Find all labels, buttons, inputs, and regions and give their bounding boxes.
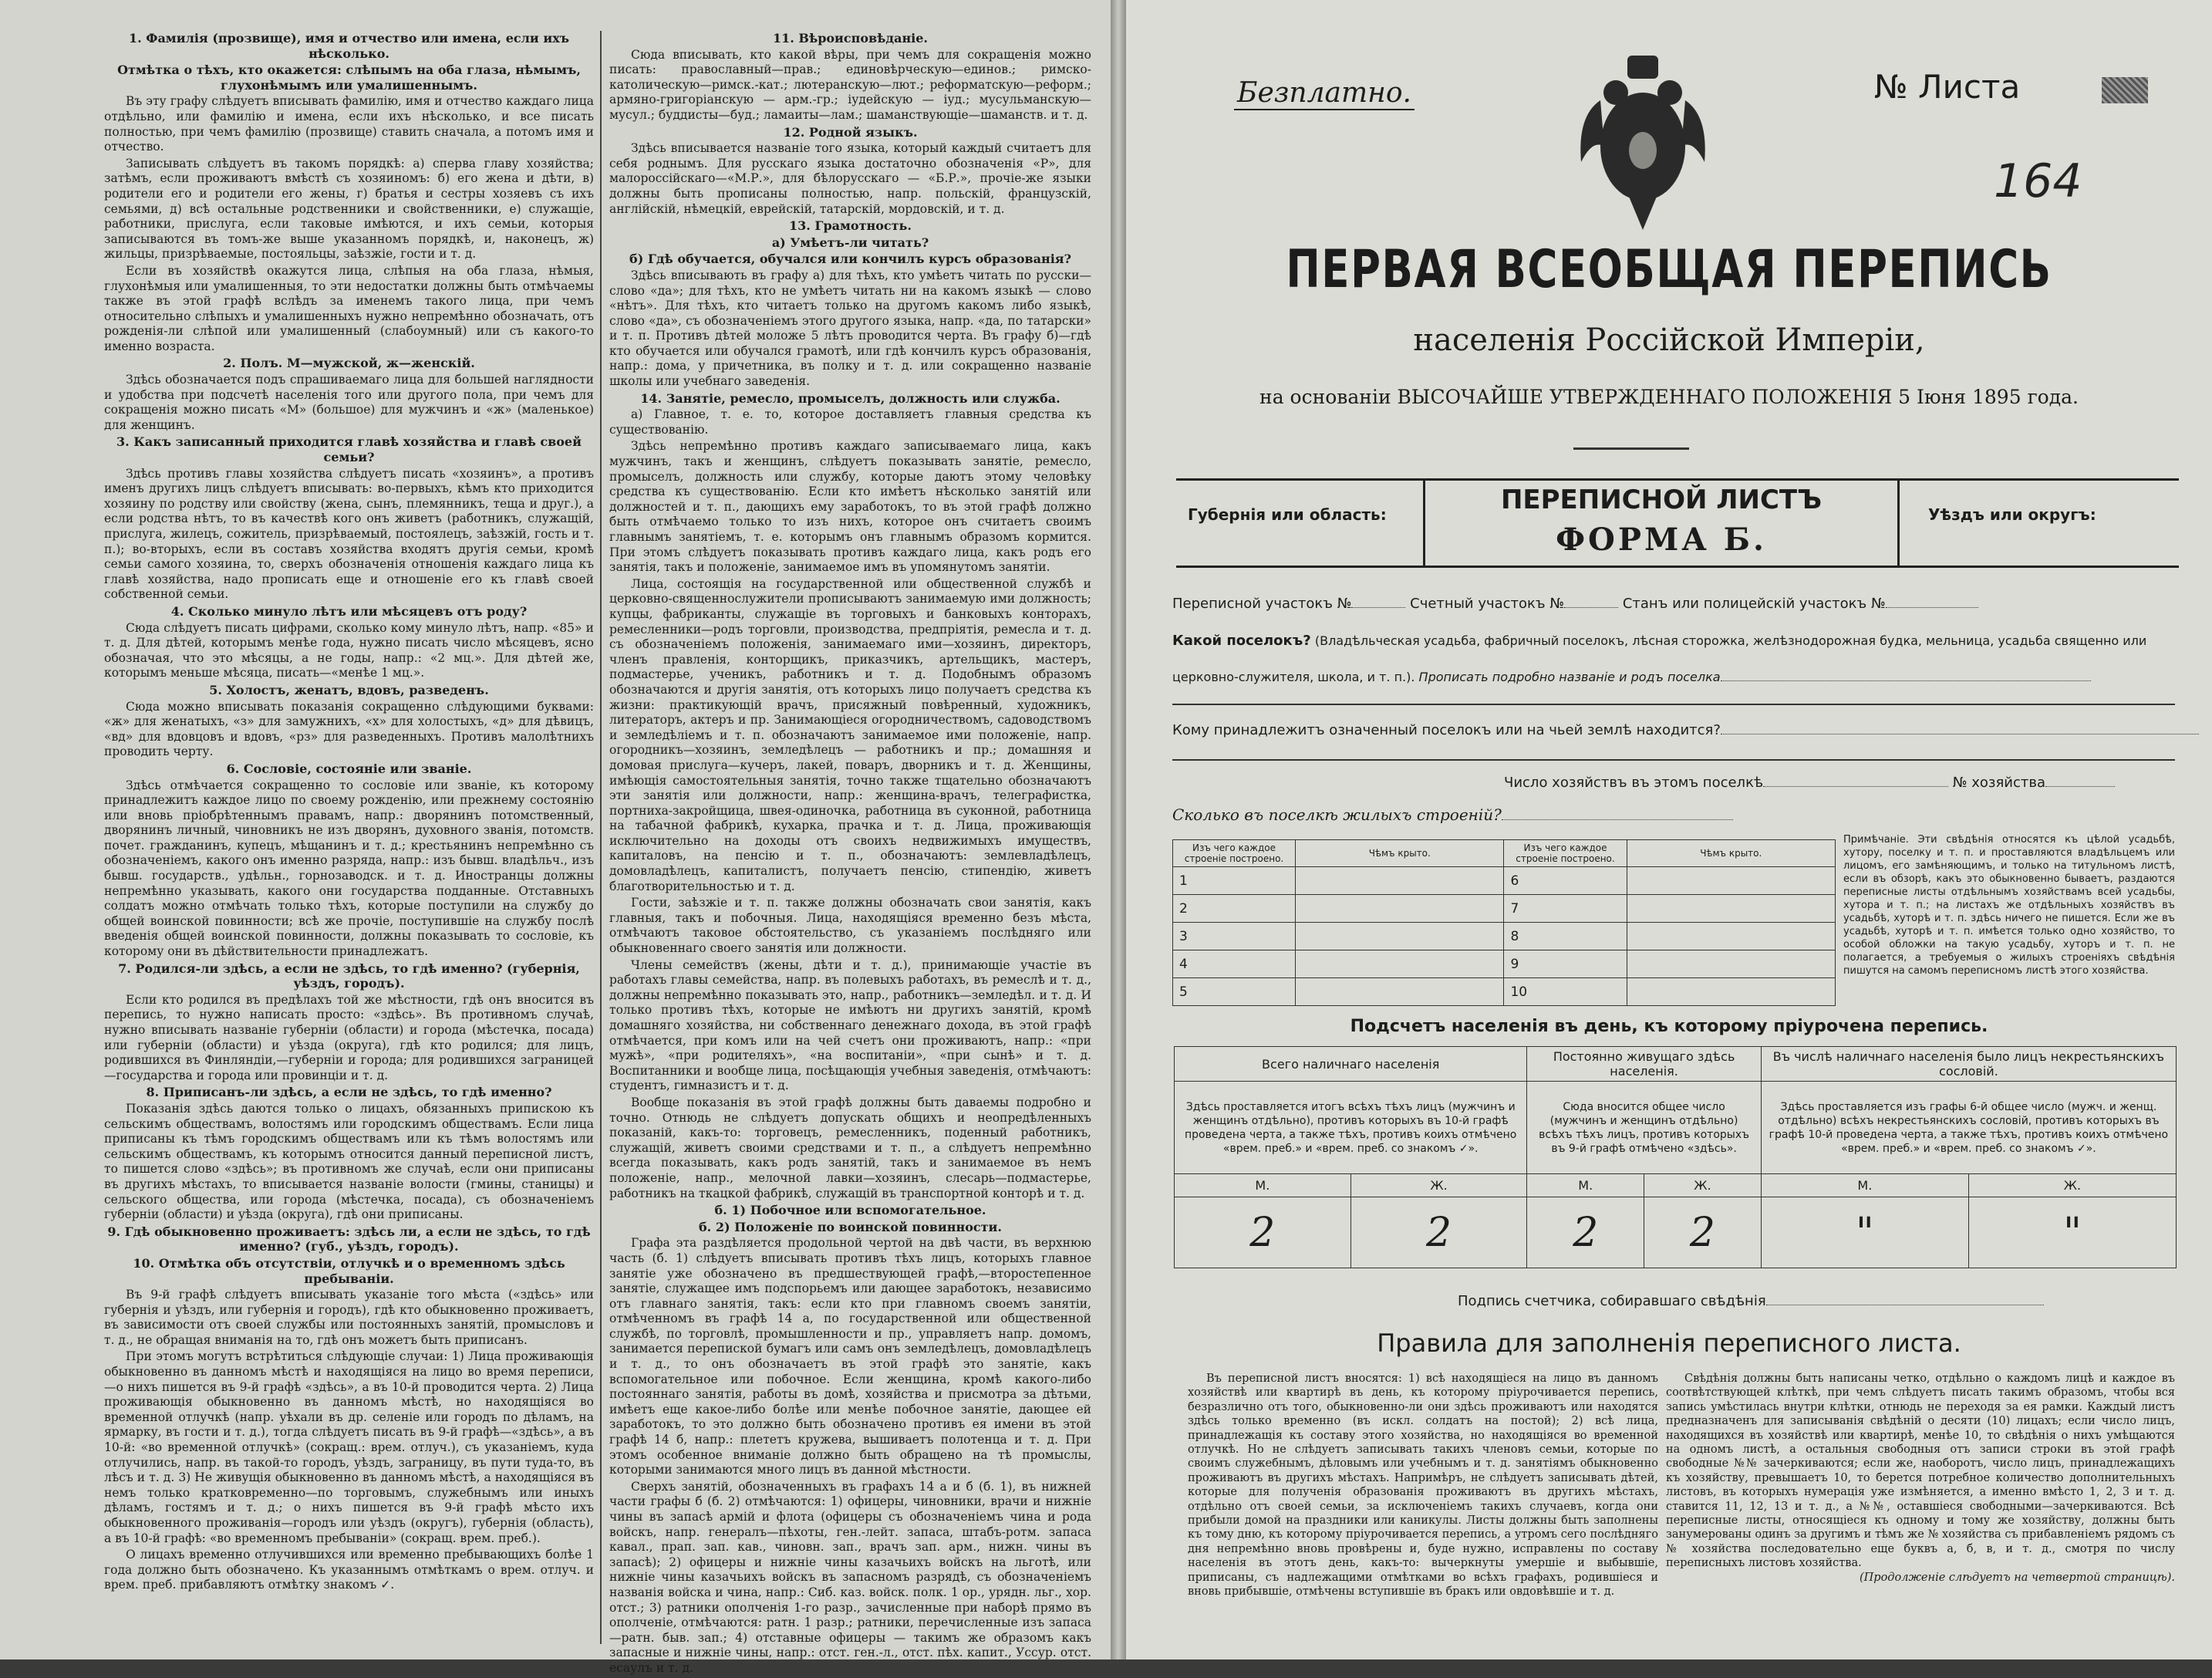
buildings-field[interactable]	[1502, 819, 1733, 820]
building-number: 10	[1504, 978, 1627, 1006]
section-heading: 8. Приписанъ-ли здѣсь, а если не здѣсь, то гдѣ именно?	[146, 1085, 552, 1100]
building-roof-cell[interactable]	[1627, 867, 1835, 895]
instruction-paragraph: Здѣсь отмѣчается сокращенно то сословіе или званіе, къ которому принадлежитъ каждое лицо по своему рожденію, или прежнему состоянію или вновь пріобрѣтеннымъ правамъ, напр.: дворянинъ потомственный, дворянинъ личный, чиновникъ не изъ дворянъ, духовного званія, потомств. почет. гражданинъ, купецъ, мѣщанинъ и т. д.; крестьянинъ непремѣнно съ обозначеніемъ, какого онъ именно разряда, напр.: изъ бывш. владѣльч., изъ бывш. государств., удѣльн., горнозаводск. и т. д. Иностранцы должны непремѣнно указывать, какого они государства подданные. Отставныхъ солдатъ можно отмѣчать только тѣхъ, которые поступили на службу до общей воинской повинности; всѣ же прочіе, поступившіе на службу послѣ введенія общей воинской повинности, должны показывать то сословіе, къ которому они въ дѣйствительности принадлежатъ.	[104, 778, 594, 959]
instruction-paragraph: Показанія здѣсь даются только о лицахъ, обязанныхъ припискою къ сельскимъ обществамъ, волостямъ или городскимъ обществамъ. Если лица приписаны къ тѣмъ городскимъ обществамъ или къ тѣмъ волостямъ или сельскимъ обществамъ, къ которымъ относится данный переписной листъ, то пишется слово «здѣсь»; въ противномъ же случаѣ, если они приписаны въ другихъ мѣстахъ, то вписывается названіе волости (гмины, станицы) и сельского общества, или города (мѣстечка, посада), съ обозначеніемъ губерніи (области) и уѣзда (округа), гдѣ они приписаны.	[104, 1101, 594, 1222]
settlement-label: Какой поселокъ?	[1172, 633, 1311, 649]
instruction-paragraph: Здѣсь вписывають въ графу а) для тѣхъ, кто умѣетъ читать по русски—слово «да»; для тѣхъ, кто не умѣетъ читать ни на какомъ языкѣ — слово «нѣтъ». Для тѣхъ, кто читаетъ только на другомъ какомъ либо языкѣ, слово «да», съ обозначеніемъ этого другого языка, напр. «да, по татарски» и т. п. Противъ дѣтей моложе 5 лѣтъ проводится черта. Въ графу б)—гдѣ кто обучается или обучался грамотѣ, или гдѣ кончилъ курсъ образованія, напр.: дома, у причетника, въ полку и т. д. или сокращенно названіе школы или учебнаго заведенія.	[609, 268, 1091, 389]
section-heading: а) Умѣетъ-ли читать?	[771, 235, 929, 250]
continuation-note: (Продолженіе слѣдуетъ на четвертой страницѣ).	[1859, 1571, 2175, 1584]
instruction-paragraph: Сюда слѣдуетъ писать цифрами, сколько кому минуло лѣтъ, напр. «85» и т. д. Для дѣтей, которымъ менѣе года, нужно писать число мѣсяцевъ, ясно обозначая, что это мѣсяцы, а не годы, напр.: «2 мц.». Для дѣтей же, которымъ меньше мѣсяца, писать—«менѣе 1 мц.».	[104, 620, 594, 680]
instruction-paragraph: Вообще показанія въ этой графѣ должны быть даваемы подробно и точно. Отнюдь не слѣдуетъ допускать общихъ и неопредѣленныхъ показаній, какъ-то: торговецъ, ремесленникъ, поденный работникъ, служащій, живетъ своими средствами и т. п., а слѣдуетъ непремѣнно всегда показывать, какъ родъ занятій, такъ и занимаемое въ немъ положеніе, напр., мелочной лавки—хозяинъ, слесарь—подмастерье, работникъ на ткацкой фабрикѣ, служащій въ транспортной конторѣ и т. д.	[609, 1095, 1091, 1200]
section-heading: б. 2) Положеніе по воинской повинности.	[699, 1219, 1002, 1234]
buildings-header: Чѣмъ крыто.	[1627, 840, 1835, 867]
book-gutter	[1111, 0, 1126, 1659]
buildings-header: Изъ чего каждое строеніе построено.	[1504, 840, 1627, 867]
section-heading: 7. Родился-ли здѣсь, а если не здѣсь, то гдѣ именно? (губернія, уѣздъ, городъ).	[118, 961, 580, 991]
households-label: Число хозяйствъ въ этомъ поселкѣ	[1504, 775, 1764, 791]
building-number: 6	[1504, 867, 1627, 895]
blank-line	[1172, 759, 2175, 761]
household-number-field[interactable]	[2045, 786, 2115, 787]
section-heading: 1. Фамилія (прозвище), имя и отчество или имена, если ихъ нѣсколько.	[128, 31, 570, 61]
population-description: Здѣсь проставляется изъ графы 6-й общее число (мужч. и женщ. отдѣльно) всѣхъ некрестьянскихъ сословій, противъ которыхъ въ графѣ 10-й проведена черта, а также тѣхъ, противъ коихъ отмѣчено «врем. преб.» и «врем. преб. со знакомъ ✓».	[1761, 1082, 2176, 1174]
handwritten-sheet-number: 164	[1994, 154, 2082, 208]
police-section-label: Станъ или полицейскій участокъ №	[1622, 596, 1886, 612]
building-number: 2	[1173, 895, 1296, 923]
section-heading: 9. Гдѣ обыкновенно проживаетъ: здѣсь ли, а если не здѣсь, то гдѣ именно? (губ., уѣздъ, городъ).	[107, 1224, 591, 1254]
household-number-label: № хозяйства	[1952, 775, 2046, 791]
counting-section-label: Счетный участокъ №	[1410, 596, 1565, 612]
instruction-paragraph: а) Главное, т. е. то, которое доставляетъ главныя средства къ существованію.	[609, 407, 1091, 437]
enumerator-signature-line	[1458, 1293, 2044, 1309]
population-value[interactable]: 2	[1527, 1197, 1644, 1268]
settlement-line-2	[1172, 670, 2091, 684]
building-number: 7	[1504, 895, 1627, 923]
male-header: М.	[1761, 1174, 1968, 1197]
rules-text: Въ переписной листъ вносятся: 1) всѣ находящіеся на лицо въ данномъ хозяйствѣ или квартирѣ въ день, къ которому пріурочивается перепись, безразлично отъ того, обыкновенно-ли они здѣсь проживаютъ или находятся здѣсь только временно (въ искл. солдатъ на постой); 2) всѣ лица, принадлежащія къ составу этого хозяйства, но находящіяся во временной отлучкѣ. Но не слѣдуетъ записывать такихъ членовъ семьи, которые по своимъ служебнымъ, дѣловымъ или учебнымъ и т. д. занятіямъ обыкновенно проживаютъ въ другихъ мѣстахъ. Напримѣръ, не слѣдуетъ записывать дѣтей, которые для полученія образованія проживаютъ въ другихъ мѣстахъ, отдѣльно отъ своей семьи, за исключеніемъ такихъ случаевъ, когда они прибыли домой на праздники или каникулы. Листы должны быть заполнены къ тому дню, къ которому пріурочивается перепись, а утромъ сего послѣдняго дня непремѣнно вновь провѣрены и, буде нужно, исправлены по составу населенія въ этотъ день, какъ-то: вычеркнуты умершіе и выбывшіе, приписаны, съ надлежащими отмѣтками во всѣхъ графахъ, родившіеся и вновь прибывшіе, отмѣчены вступившіе въ бракъ или овдовѣвшіе и т. д.	[1188, 1372, 1658, 1599]
settlement-field[interactable]	[1721, 680, 2091, 681]
section-heading: 5. Холостъ, женатъ, вдовъ, разведенъ.	[209, 682, 489, 697]
female-header: Ж.	[1350, 1174, 1527, 1197]
rules-column-2	[1666, 1372, 2175, 1585]
female-header: Ж.	[1968, 1174, 2176, 1197]
households-line	[1504, 775, 2115, 791]
rules-column-1	[1188, 1372, 1658, 1599]
blank-line	[1172, 704, 2175, 705]
section-heading: 2. Полъ. М—мужской, ж—женскій.	[223, 356, 475, 371]
population-table	[1174, 1046, 2177, 1268]
rules-text: Свѣдѣнія должны быть написаны четко, отдѣльно о каждомъ лицѣ и каждое въ соотвѣтствующей клѣткѣ, при чемъ слѣдуетъ писать такимъ образомъ, чтобы вся запись умѣстилась внутри клѣтки, отнюдь не переходя за ея рамки. Каждый листъ предназначенъ для записыванія свѣдѣній о десяти (10) лицахъ; если число лицъ, находящихся въ хозяйствѣ или квартирѣ, менѣе 10, то свѣдѣнія о нихъ умѣщаются на одномъ листѣ, а остальныя свободныя отъ записи строки въ этой графѣ свободные №№ зачеркиваются; если же, наоборотъ, число лицъ, принадлежащихъ къ хозяйству, превышаетъ 10, то берется потребное количество дополнительныхъ листовъ, въ которыхъ нумерація уже измѣняется, а именно вмѣсто 1, 2, 3 и т. д. ставится 11, 12, 13 и т. д., а №№, оставшіеся свободными—зачеркиваются. Всѣ переписные листы, относящіеся къ одному и тому же хозяйству, должны быть занумерованы одинъ за другимъ и тѣмъ же № хозяйства съ прибавленіемъ рядомъ съ № хозяйства последовательно еще буквъ а, б, в, и т. д., смотря по числу переписныхъ листовъ хозяйства.	[1666, 1372, 2175, 1570]
police-section-field[interactable]	[1886, 607, 1978, 608]
female-header: Ж.	[1644, 1174, 1762, 1197]
section-heading: 12. Родной языкъ.	[783, 124, 918, 140]
section-heading: 14. Занятіе, ремесло, промыселъ, должность или служба.	[640, 390, 1060, 406]
province-label: Губернія или область:	[1188, 505, 1387, 524]
male-header: М.	[1175, 1174, 1351, 1197]
instructions-column-2	[609, 31, 1091, 1678]
form-header-divider	[1897, 478, 1900, 566]
section-heading: Отмѣтка о тѣхъ, кто окажется: слѣпымъ на оба глаза, нѣмымъ, глухонѣмымъ или умалишеннымъ.	[117, 62, 581, 93]
building-roof-cell[interactable]	[1627, 978, 1835, 1006]
instruction-paragraph: Сверхъ занятій, обозначенныхъ въ графахъ 14 а и б (б. 1), въ нижней части графы б (б. 2) отмѣчаются: 1) офицеры, чиновники, врачи и нижніе чины въ запасѣ армій и флота (офицеры съ обозначеніемъ чина и рода войскъ, напр. генералъ—пѣхоты, ген.-лейт. запаса, штабъ-ротм. запаса кавал., прап. зап. кав., чиновн. зап., врачъ зап. арм., нижн. чины въ запасѣ); 2) офицеры и нижніе чины казачьихъ войскъ на льготѣ, или нижніе чины казачьихъ войскъ въ запасномъ разрядѣ, съ обозначеніемъ названія войска и чина, напр.: Сиб. каз. войск. полк. 1 ор., урядн. льг., хор. отст.; 3) ратники ополченія 1-го разр., зачисленные при наборѣ прямо въ ополченіе, отмѣчаются: ратн. 1 разр.; ратники, перечисленные изъ запаса—ратн. быв. зап.; 4) отставные офицеры — такимъ же образомъ какъ запасные и нижніе чины, напр.: отст. ген.-л., отст. пѣх. капит., Уссур. отст. есаулъ и т. д.	[609, 1479, 1091, 1675]
building-number: 9	[1504, 950, 1627, 978]
instruction-paragraph: Здѣсь непремѣнно противъ каждаго записываемаго лица, какъ мужчинъ, такъ и женщинъ, слѣдуетъ показывать занятіе, ремесло, промыселъ, должность или службу, которые даютъ этому человѣку средства къ существованію. Если кто имѣетъ нѣсколько занятій или должностей и т. п., дающихъ ему заработокъ, то въ этой графѣ должно быть отмѣчаемо только то изъ нихъ, которое онъ считаетъ своимъ главнымъ занятіемъ, т. е. которымъ онъ главнымъ образомъ кормится. При этомъ слѣдуетъ показывать противъ каждаго лица, какъ родъ его занятія, такъ и положеніе, занимаемое имъ въ упомянутомъ занятіи.	[609, 439, 1091, 575]
double-headed-eagle-icon	[1573, 54, 1712, 231]
form-title-main: ПЕРВАЯ ВСЕОБЩАЯ ПЕРЕПИСЬ	[1286, 239, 2052, 300]
instruction-paragraph: Здѣсь вписывается названіе того языка, который каждый считаетъ для себя роднымъ. Для русскаго языка достаточно обозначенія «Р», для малороссійскаго—«М.Р.», для бѣлорусскаго — «Б.Р.», прочіе-же языки должны быть прописаны полностью, напр. польскій, французскій, англійскій, нѣмецкій, еврейскій, татарскій, мордовскій, и т. д.	[609, 141, 1091, 216]
owner-label: Кому принадлежитъ означенный поселокъ или на чьей землѣ находится?	[1172, 722, 1721, 738]
instruction-paragraph: Графа эта раздѣляется продольной чертой на двѣ части, въ верхнюю часть (б. 1) слѣдуетъ вписывать противъ тѣхъ лицъ, которыхъ главное занятіе уже обозначено въ предшествующей графѣ,—второстепенное занятіе, служащее имъ подспорьемъ или дающее заработокъ, независимо отъ главнаго занятія, такъ: если кто при главномъ своемъ занятіи, отмѣченномъ въ графѣ 14 а, по государственной или общественной службѣ, по торговлѣ, промышленности и пр., управляетъ напр. домомъ, занимается перепиской бумагъ или самъ онъ земледѣлецъ, домовладѣлецъ и т. д., то онъ обозначаетъ въ этой графѣ это занятіе, какъ вспомогательное или побочное. Если женщина, кромѣ какого-либо постояннаго занятія, работы въ домѣ, хозяйства и присмотра за дѣтьми, имѣетъ еще какое-либо болѣе или менѣе побочное занятіе, дающее ей заработокъ, то это должно быть обозначено противъ ея имени въ этой графѣ 14 б, напр.: плететъ кружева, вышиваетъ полотенца и т. д. При этомъ особенное вниманіе должно быть обращено на тѣ промыслы, которыми занимаются много лицъ въ данной мѣстности.	[609, 1236, 1091, 1477]
buildings-header: Изъ чего каждое строеніе построено.	[1173, 840, 1296, 867]
buildings-row	[1173, 867, 1836, 895]
section-heading: 10. Отмѣтка объ отсутствіи, отлучкѣ и о временномъ здѣсь пребываніи.	[133, 1255, 565, 1286]
census-section-field[interactable]	[1351, 607, 1405, 608]
settlement-hint: (Владѣльческая усадьба, фабричный поселокъ, лѣсная сторожка, желѣзнодорожная будка, мельница, усадьба священно или	[1314, 633, 2147, 648]
households-field[interactable]	[1763, 786, 1948, 787]
instruction-paragraph: Здѣсь обозначается подъ спрашиваемаго лица для большей наглядности и удобства при подсчетѣ населенія того или другого пола, при чемъ для сокращенія можно писать «М» (большое) для мужчинъ и «ж» (маленькое) для женщинъ.	[104, 373, 594, 432]
building-roof-cell[interactable]	[1296, 978, 1504, 1006]
building-roof-cell[interactable]	[1627, 950, 1835, 978]
building-roof-cell[interactable]	[1627, 923, 1835, 950]
population-value[interactable]: "	[1968, 1197, 2176, 1268]
instruction-paragraph: Сюда можно вписывать показанія сокращенно слѣдующими буквами: «ж» для женатыхъ, «з» для замужнихъ, «х» для холостыхъ, «д» для дѣвицъ, «вд» для вдовцовъ и вдовъ, «рз» для разведенныхъ. Противъ малолѣтнихъ проводить черту.	[104, 699, 594, 759]
buildings-header: Чѣмъ крыто.	[1296, 840, 1504, 867]
instruction-paragraph: Гости, заѣзжіе и т. п. также должны обозначать свои занятія, какъ главныя, такъ и побочныя. Лица, находящіяся временно безъ мѣста, отмѣчаютъ таковое обстоятельство, съ указаніемъ послѣдняго или обыкновеннаго своего занятія или должности.	[609, 896, 1091, 956]
instruction-paragraph: О лицахъ временно отлучившихся или временно пребывающихъ болѣе 1 года должно быть обозначено. Къ указаннымъ отмѣткамъ о врем. отлуч. и врем. преб. прибавляютъ отмѣтку знакомъ ✓.	[104, 1548, 594, 1592]
instruction-paragraph: Записывать слѣдуетъ въ такомъ порядкѣ: а) сперва главу хозяйства; затѣмъ, если проживаютъ вмѣстѣ съ хозяиномъ: б) его жена и дѣти, в) родители его и родители его жены, г) братья и сестры хозяевъ съ ихъ семьями, д) всѣ остальные родственники и свойственники, е) служащіе, работники, прислуга, если таковые имѣются, и ихъ семьи, которыя записываются въ томъ-же выше указанномъ порядкѣ, и, наконецъ, ж) жильцы, призрѣваемые, постояльцы, заѣзжіе, гости и т. д.	[104, 156, 594, 262]
district-label: Уѣздъ или округъ:	[1928, 505, 2096, 524]
building-roof-cell[interactable]	[1296, 950, 1504, 978]
section-heading: б. 1) Побочное или вспомогательное.	[714, 1203, 986, 1218]
instruction-paragraph: Члены семействъ (жены, дѣти и т. д.), принимающіе участіе въ работахъ главы семейства, напр. въ полевыхъ работахъ, въ ремеслѣ и т. д., должны непремѣнно показывать это, напр., работникъ—земледѣл. и т. д. И только противъ тѣхъ, которые не имѣютъ ни другихъ занятій, кромѣ домашняго хозяйства, ни собственнаго денежнаго дохода, въ этой графѣ отмѣчается, при комъ или на чей счетъ они проживаютъ, напр.: «при мужѣ», «при родителяхъ», «на воспитаніи», «при сынѣ» и т. д. Воспитанники и вообще лица, посѣщающія учебныя заведенія, отмѣчаютъ: студентъ, гимназистъ и т. д.	[609, 957, 1091, 1093]
instructions-column-1	[104, 31, 594, 1595]
section-heading: 4. Сколько минуло лѣтъ или мѣсяцевъ отъ роду?	[170, 603, 528, 619]
census-section-label: Переписной участокъ №	[1172, 596, 1352, 612]
column-divider	[600, 31, 602, 1644]
building-number: 5	[1173, 978, 1296, 1006]
census-sheet-title: ПЕРЕПИСНОЙ ЛИСТЪ	[1500, 484, 1823, 515]
form-title-sub: населенія Россійской Имперіи,	[1413, 322, 1925, 358]
instruction-paragraph: Лица, состоящія на государственной или общественной службѣ и церковно-священнослужители прописываютъ занимаемую ими должность; купцы, фабриканты, служащіе въ торговыхъ и банковыхъ конторахъ, ремесленники—родъ торговли, производства, предпріятія, ремесла и т. д. съ обозначеніемъ положенія, занимаемаго ими—хозяинъ, директоръ, членъ правленія, конторщикъ, приказчикъ, артельщикъ, мастеръ, подмастерье, ученикъ, работникъ и т. д. Подобнымъ образомъ обозначаются и другія занятія, отъ которыхъ лицо получаетъ средства къ жизни: практикующій врачъ, присяжный повѣренный, художникъ, литераторъ, актеръ и пр. Занимающіеся огородничествомъ, садоводствомъ и земледѣліемъ и т. п. обозначаютъ занимаемое ими положеніе, напр. огородникъ—хозяинъ, земледѣлецъ — работникъ и пр.; домашняя и домовая прислуга—кучеръ, лакей, поваръ, дворникъ и т. д. Женщины, имѣющія самостоятельныя занятія, точно также тщательно обозначаютъ эти занятія или должности, напр.: женщина-врачъ, телеграфистка, портниха-закройщица, швея-одиночка, работница въ суконной, работница на табачной фабрикѣ, кухарка, прачка и т. д. Лица, проживающія исключительно на доходы отъ своихъ недвижимыхъ имуществъ, капиталовъ, на пенсію и т. п., обозначаютъ: землевладѣлецъ, домовладѣлецъ, капиталистъ, получаетъ пенсію, стипендію, живетъ благотворительностью и т. д.	[609, 576, 1091, 893]
form-title-basis: на основаніи ВЫСОЧАЙШЕ УТВЕРЖДЕННАГО ПОЛОЖЕНІЯ 5 Іюня 1895 года.	[1259, 386, 2079, 408]
right-page	[1126, 0, 2212, 1659]
instruction-paragraph: Сюда вписывать, кто какой вѣры, при чемъ для сокращенія можно писать: православный—прав.; единовѣрческую—единов.; римско-католическую—римск.-кат.; лютеранскую—лют.; реформатскую—реформ.; армяно-григоріанскую — арм.-гр.; іудейскую — іуд.; мусульманскую—мусул.; буддисты—буд.; ламаиты—лам.; шаманствующіе—шаманств. и т. д.	[609, 47, 1091, 122]
building-number: 4	[1173, 950, 1296, 978]
buildings-note: Примѣчаніе. Эти свѣдѣнія относятся къ цѣлой усадьбѣ, хутору, поселку и т. п. и проставляются владѣльцемъ или лицомъ, его замѣняющимъ, и только на титульномъ листѣ, если въ обзорѣ, какъ это обыкновенно бываетъ, раздаются переписные листы отдѣльнымъ хозяйствамъ всей усадьбы, хутора и т. п.; на листахъ же отдѣльныхъ хозяйствъ въ усадьбѣ, хуторѣ и т. п. здѣсь ничего не пишется. Если же въ усадьбѣ, хуторѣ и т. п. имѣется только одно хозяйство, то особой обложки на такую усадьбу, хуторъ и т. п. не полагается, а требуемыя о жилыхъ строеніяхъ свѣдѣнія пишутся на самомъ переписномъ листѣ этого хозяйства.	[1843, 834, 2175, 977]
instruction-paragraph: Если кто родился въ предѣлахъ той же мѣстности, гдѣ онъ вносится въ перепись, то нужно написать просто: «здѣсь». Въ противномъ случаѣ, нужно вписывать названіе губерніи (области) и города (мѣстечка, посада) или губерніи (области) и уѣзда (округа), гдѣ кто родился; для лицъ, родившихся въ Финляндіи,—губерніи и города; для родившихся заграницей—государства и города или провинціи и т. д.	[104, 992, 594, 1082]
building-number: 8	[1504, 923, 1627, 950]
section-heading: б) Гдѣ обучается, обучался или кончилъ курсъ образованія?	[629, 252, 1071, 267]
buildings-table	[1172, 839, 1836, 1006]
settlement-hint-2: церковно-служителя, школа, и т. п.).	[1172, 670, 1415, 684]
instruction-paragraph: Въ 9-й графѣ слѣдуетъ вписывать указаніе того мѣста («здѣсь» или губернія и уѣздъ, или губернія и городъ), гдѣ кто обыкновенно проживаетъ, въ зависимости отъ своей службы или постоянныхъ занятій, промысловъ и т. д., не обращая вниманія на то, гдѣ онъ можетъ быть приписанъ.	[104, 1288, 594, 1347]
population-count-title: Подсчетъ населенія въ день, къ которому пріурочена перепись.	[1350, 1017, 1988, 1036]
buildings-row	[1173, 895, 1836, 923]
section-heading: 11. Вѣроисповѣданіе.	[773, 31, 928, 46]
population-description: Сюда вносится общее число (мужчинъ и женщинъ отдѣльно) всѣхъ тѣхъ лицъ, противъ которыхъ въ 9-й графѣ отмѣчено «здѣсь».	[1527, 1082, 1761, 1174]
enumerator-signature-label: Подпись счетчика, собиравшаго свѣдѣнія	[1458, 1293, 1766, 1309]
building-roof-cell[interactable]	[1296, 867, 1504, 895]
counting-section-field[interactable]	[1564, 607, 1618, 608]
buildings-row	[1173, 978, 1836, 1006]
building-roof-cell[interactable]	[1627, 895, 1835, 923]
buildings-label: Сколько въ поселкѣ жилыхъ строеній?	[1172, 805, 1502, 824]
instruction-paragraph: Если въ хозяйствѣ окажутся лица, слѣпыя на оба глаза, нѣмыя, глухонѣмыя или умалишенныя, то эти недостатки должны быть отмѣчаемы также въ этой графѣ вслѣдъ за именемъ такого лица, при чемъ относительно слѣпыхъ и умалишенныхъ нужно непремѣнно обозначать, отъ рожденія-ли слѣпой или умалишенный (слабоумный) или съ какого-то именно возраста.	[104, 263, 594, 353]
section-heading: 3. Какъ записанный приходится главѣ хозяйства и главѣ своей семьи?	[116, 434, 582, 465]
instruction-paragraph: При этомъ могутъ встрѣтиться слѣдующіе случаи: 1) Лица проживающія обыкновенно въ данномъ мѣстѣ и находящіяся на лицо во время переписи,—о нихъ пишется въ 9-й графѣ «здѣсь», а въ 10-й проводится черта. 2) Лица проживающія обыкновенно въ данномъ мѣстѣ, но находящіяся во временной отлучкѣ (напр. уѣхали въ др. селеніе или городъ по дѣламъ, на ярмарку, въ гости и т. д.), тогда слѣдуетъ писать въ 9-й графѣ—«здѣсь», а въ 10-й: «во временной отлучкѣ» (сокращ.: врем. отлуч.), съ указаніемъ, куда отлучились, напр. въ такой-то городъ, уѣздъ, заграницу, въ пути туда-то, въ лѣсъ и т. д. 3) Не живущія обыкновенно въ данномъ мѣстѣ, а находящіяся въ немъ только кратковременно—по торговымъ, служебнымъ или иныхъ дѣламъ, гостямъ и т. д.; о нихъ пишется въ 9-й графѣ мѣсто ихъ обыкновенного проживанія—городъ или уѣздъ (округъ), губернія (область), а въ 10-й графѣ: «во временномъ пребываніи» (сокращ. врем. преб.).	[104, 1349, 594, 1545]
population-value[interactable]: 2	[1350, 1197, 1527, 1268]
free-label: Безплатно.	[1234, 77, 1415, 110]
building-number: 1	[1173, 867, 1296, 895]
sheet-number-label: № Листа	[1874, 68, 2021, 106]
building-number: 3	[1173, 923, 1296, 950]
population-value[interactable]: 2	[1175, 1197, 1351, 1268]
title-separator	[1573, 447, 1689, 450]
section-heading: 13. Грамотность.	[789, 218, 912, 234]
building-roof-cell[interactable]	[1296, 895, 1504, 923]
form-b-title: ФОРМА Б.	[1556, 522, 1767, 558]
population-header: Постоянно живущаго здѣсь населенія.	[1527, 1047, 1761, 1082]
buildings-question	[1172, 805, 1733, 824]
population-header: Всего наличнаго населенія	[1175, 1047, 1527, 1082]
sheet-number-stamp	[2102, 77, 2148, 103]
rules-title: Правила для заполненія переписного листа.	[1377, 1329, 1961, 1358]
settlement-instruction: Прописать подробно названіе и родъ поселка	[1418, 670, 1721, 684]
section-heading: 6. Сословіе, состояніе или званіе.	[226, 761, 472, 776]
population-header: Въ числѣ наличнаго населенія было лицъ некрестьянскихъ сословій.	[1761, 1047, 2176, 1082]
building-roof-cell[interactable]	[1296, 923, 1504, 950]
buildings-row	[1173, 950, 1836, 978]
owner-line	[1172, 722, 2199, 738]
settlement-line	[1172, 633, 2146, 649]
male-header: М.	[1527, 1174, 1644, 1197]
population-value[interactable]: "	[1761, 1197, 1968, 1268]
instruction-paragraph: Здѣсь противъ главы хозяйства слѣдуетъ писать «хозяинъ», а противъ именъ другихъ лицъ слѣдуетъ вписывать: во-первыхъ, кѣмъ кто приходится хозяину по родству или свойству (жена, сынъ, племянникъ, теща и друг.), а если родства нѣтъ, то въ качествѣ кого онъ живетъ (работникъ, служащій, прислуга, жилецъ, сожитель, призрѣваемый, постоялецъ, заѣзжій, гость и т. п.); во-вторыхъ, если въ составъ хозяйства входятъ другія семьи, кромѣ семьи самого хозяина, то, сверхъ обозначенія отношенія каждаго лица къ главѣ хозяйства, надо прописать еще и отношеніе его къ главѣ своей собственной семьи.	[104, 466, 594, 602]
population-value[interactable]: 2	[1644, 1197, 1762, 1268]
buildings-row	[1173, 923, 1836, 950]
population-description: Здѣсь проставляется итогъ всѣхъ тѣхъ лицъ (мужчинъ и женщинъ отдѣльно), противъ которыхъ въ 10-й графѣ проведена черта, а также тѣхъ, противъ коихъ отмѣчено «врем. преб.» и «врем. преб. со знакомъ ✓».	[1175, 1082, 1527, 1174]
instruction-paragraph: Въ эту графу слѣдуетъ вписывать фамилію, имя и отчество каждаго лица отдѣльно, или фамилію и имена, если ихъ нѣсколько, и все писать полностью, при чемъ фамилію (прозвище) ставить сначала, а потомъ имя и отчество.	[104, 94, 594, 154]
census-section-line	[1172, 596, 1978, 612]
